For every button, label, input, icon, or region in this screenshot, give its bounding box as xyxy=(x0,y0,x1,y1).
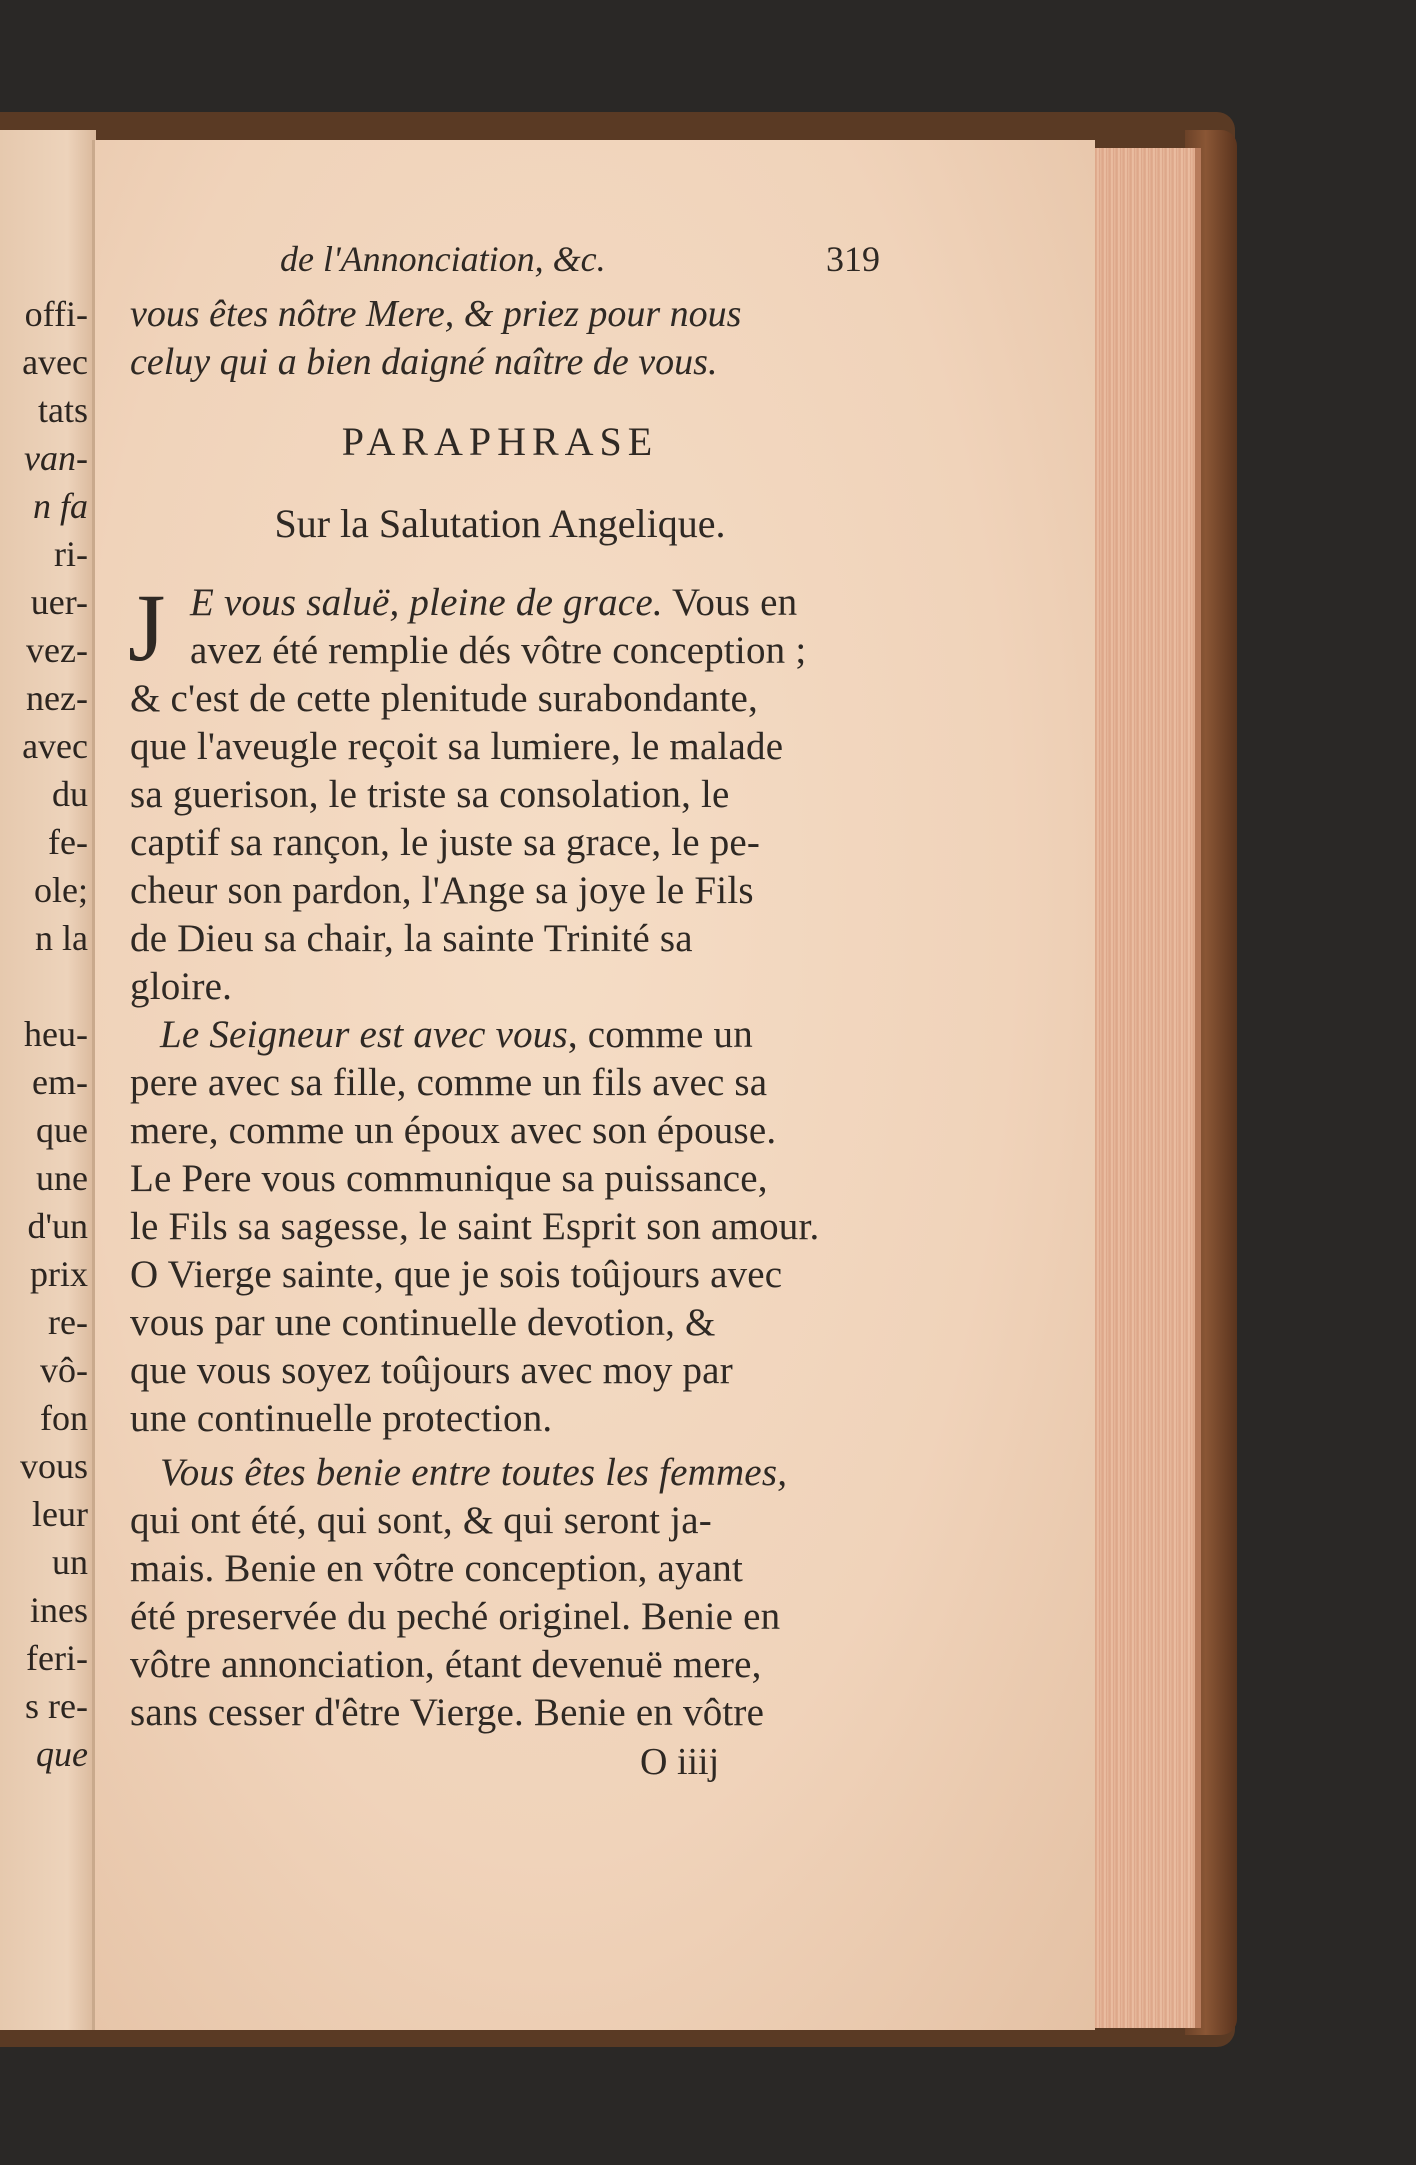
body-line: Le Pere vous communique sa puissance, xyxy=(130,1157,768,1200)
left-margin-fragment: ole; xyxy=(34,870,88,910)
body-line: sa guerison, le triste sa consolation, le xyxy=(130,773,730,816)
body-line: que l'aveugle reçoit sa lumiere, le malade xyxy=(130,725,784,768)
left-margin-fragment: offi- xyxy=(24,294,88,334)
body-line: pere avec sa fille, comme un fils avec sa xyxy=(130,1061,768,1104)
body-line: une continuelle protection. xyxy=(130,1397,553,1440)
left-margin-fragment: d'un xyxy=(27,1206,88,1246)
body-line: vous par une continuelle devotion, & xyxy=(130,1301,716,1344)
left-margin-fragment: fon xyxy=(40,1398,88,1438)
body-line xyxy=(190,580,930,625)
body-line: de Dieu sa chair, la sainte Trinité sa xyxy=(130,917,693,960)
body-line: mere, comme un époux avec son épouse. xyxy=(130,1109,777,1152)
left-page xyxy=(0,130,96,2030)
left-margin-fragment: ri- xyxy=(54,534,88,574)
left-margin-fragment: avec xyxy=(22,726,88,766)
body-line: été preservée du peché originel. Benie en xyxy=(130,1595,781,1638)
left-margin-fragment: vous xyxy=(19,1446,88,1486)
body-line: O Vierge sainte, que je sois toûjours avec xyxy=(130,1253,783,1296)
body-line: captif sa rançon, le juste sa grace, le pe- xyxy=(130,821,761,864)
left-margin-fragment: heu- xyxy=(24,1014,88,1054)
left-margin-fragment: n la xyxy=(35,918,88,958)
body-line: vôtre annonciation, étant devenuë mere, xyxy=(130,1643,762,1686)
body-line: & c'est de cette plenitude surabondante, xyxy=(130,677,758,720)
left-margin-fragment: du xyxy=(52,774,88,814)
left-margin-fragment: ines xyxy=(30,1590,88,1630)
left-margin-fragment: un xyxy=(52,1542,88,1582)
left-margin-fragment: uer- xyxy=(30,582,88,622)
italic-lead: E vous saluë, pleine de grace. xyxy=(190,581,663,624)
left-margin-fragment: s re- xyxy=(25,1686,88,1726)
body-line: sans cesser d'être Vierge. Benie en vôtre xyxy=(130,1691,765,1734)
body-line: gloire. xyxy=(130,965,233,1008)
left-margin-fragment: fe- xyxy=(48,822,88,862)
header-title: de l'Annonciation, &c. xyxy=(280,239,606,279)
body-line: le Fils sa sagesse, le saint Esprit son amour. xyxy=(130,1205,820,1248)
italic-lead: Vous êtes benie entre toutes les femmes, xyxy=(160,1451,788,1494)
page-number: 319 xyxy=(826,239,880,279)
line-rest: , comme un xyxy=(567,1013,753,1056)
body-line: cheur son pardon, l'Ange sa joye le Fils xyxy=(130,869,754,912)
left-margin-fragment: feri- xyxy=(26,1638,88,1678)
signature-mark: O iiij xyxy=(640,1741,720,1783)
left-margin-fragment: prix xyxy=(30,1254,88,1294)
body-line: que vous soyez toûjours avec moy par xyxy=(130,1349,733,1392)
left-margin-fragment: une xyxy=(36,1158,88,1198)
body-line: avez été remplie dés vôtre conception ; xyxy=(190,629,807,672)
left-margin-fragment: re- xyxy=(48,1302,88,1342)
left-margin-fragment: em- xyxy=(32,1062,88,1102)
page-subheading: Sur la Salutation Angelique. xyxy=(274,501,726,546)
page-heading: PARAPHRASE xyxy=(341,419,659,464)
left-margin-fragment xyxy=(0,962,88,1010)
left-margin-fragment: n fa xyxy=(32,486,88,526)
italic-lead: Le Seigneur est avec vous xyxy=(160,1013,568,1056)
intro-line: vous êtes nôtre Mere, & priez pour nous xyxy=(130,293,742,335)
body-line xyxy=(160,1450,900,1495)
body-line: mais. Benie en vôtre conception, ayant xyxy=(130,1547,743,1590)
left-margin-fragment: vô- xyxy=(40,1350,88,1390)
line-rest: Vous en xyxy=(662,581,798,624)
left-margin-fragment: tats xyxy=(38,390,88,430)
left-margin-fragment: avec xyxy=(22,342,88,382)
left-margin-fragment: vez- xyxy=(26,630,88,670)
left-margin-fragment: nez- xyxy=(26,678,88,718)
running-header xyxy=(150,238,880,288)
body-line xyxy=(160,1012,900,1057)
left-margin-fragment: que xyxy=(36,1110,88,1150)
drop-cap: J xyxy=(128,574,166,681)
left-margin-fragment: que xyxy=(36,1734,88,1774)
intro-line: celuy qui a bien daigné naître de vous. xyxy=(130,341,718,383)
left-margin-text xyxy=(0,290,88,1778)
body-line: qui ont été, qui sont, & qui seront ja- xyxy=(130,1499,712,1542)
left-margin-fragment: leur xyxy=(32,1494,88,1534)
left-margin-fragment: van- xyxy=(24,438,88,478)
